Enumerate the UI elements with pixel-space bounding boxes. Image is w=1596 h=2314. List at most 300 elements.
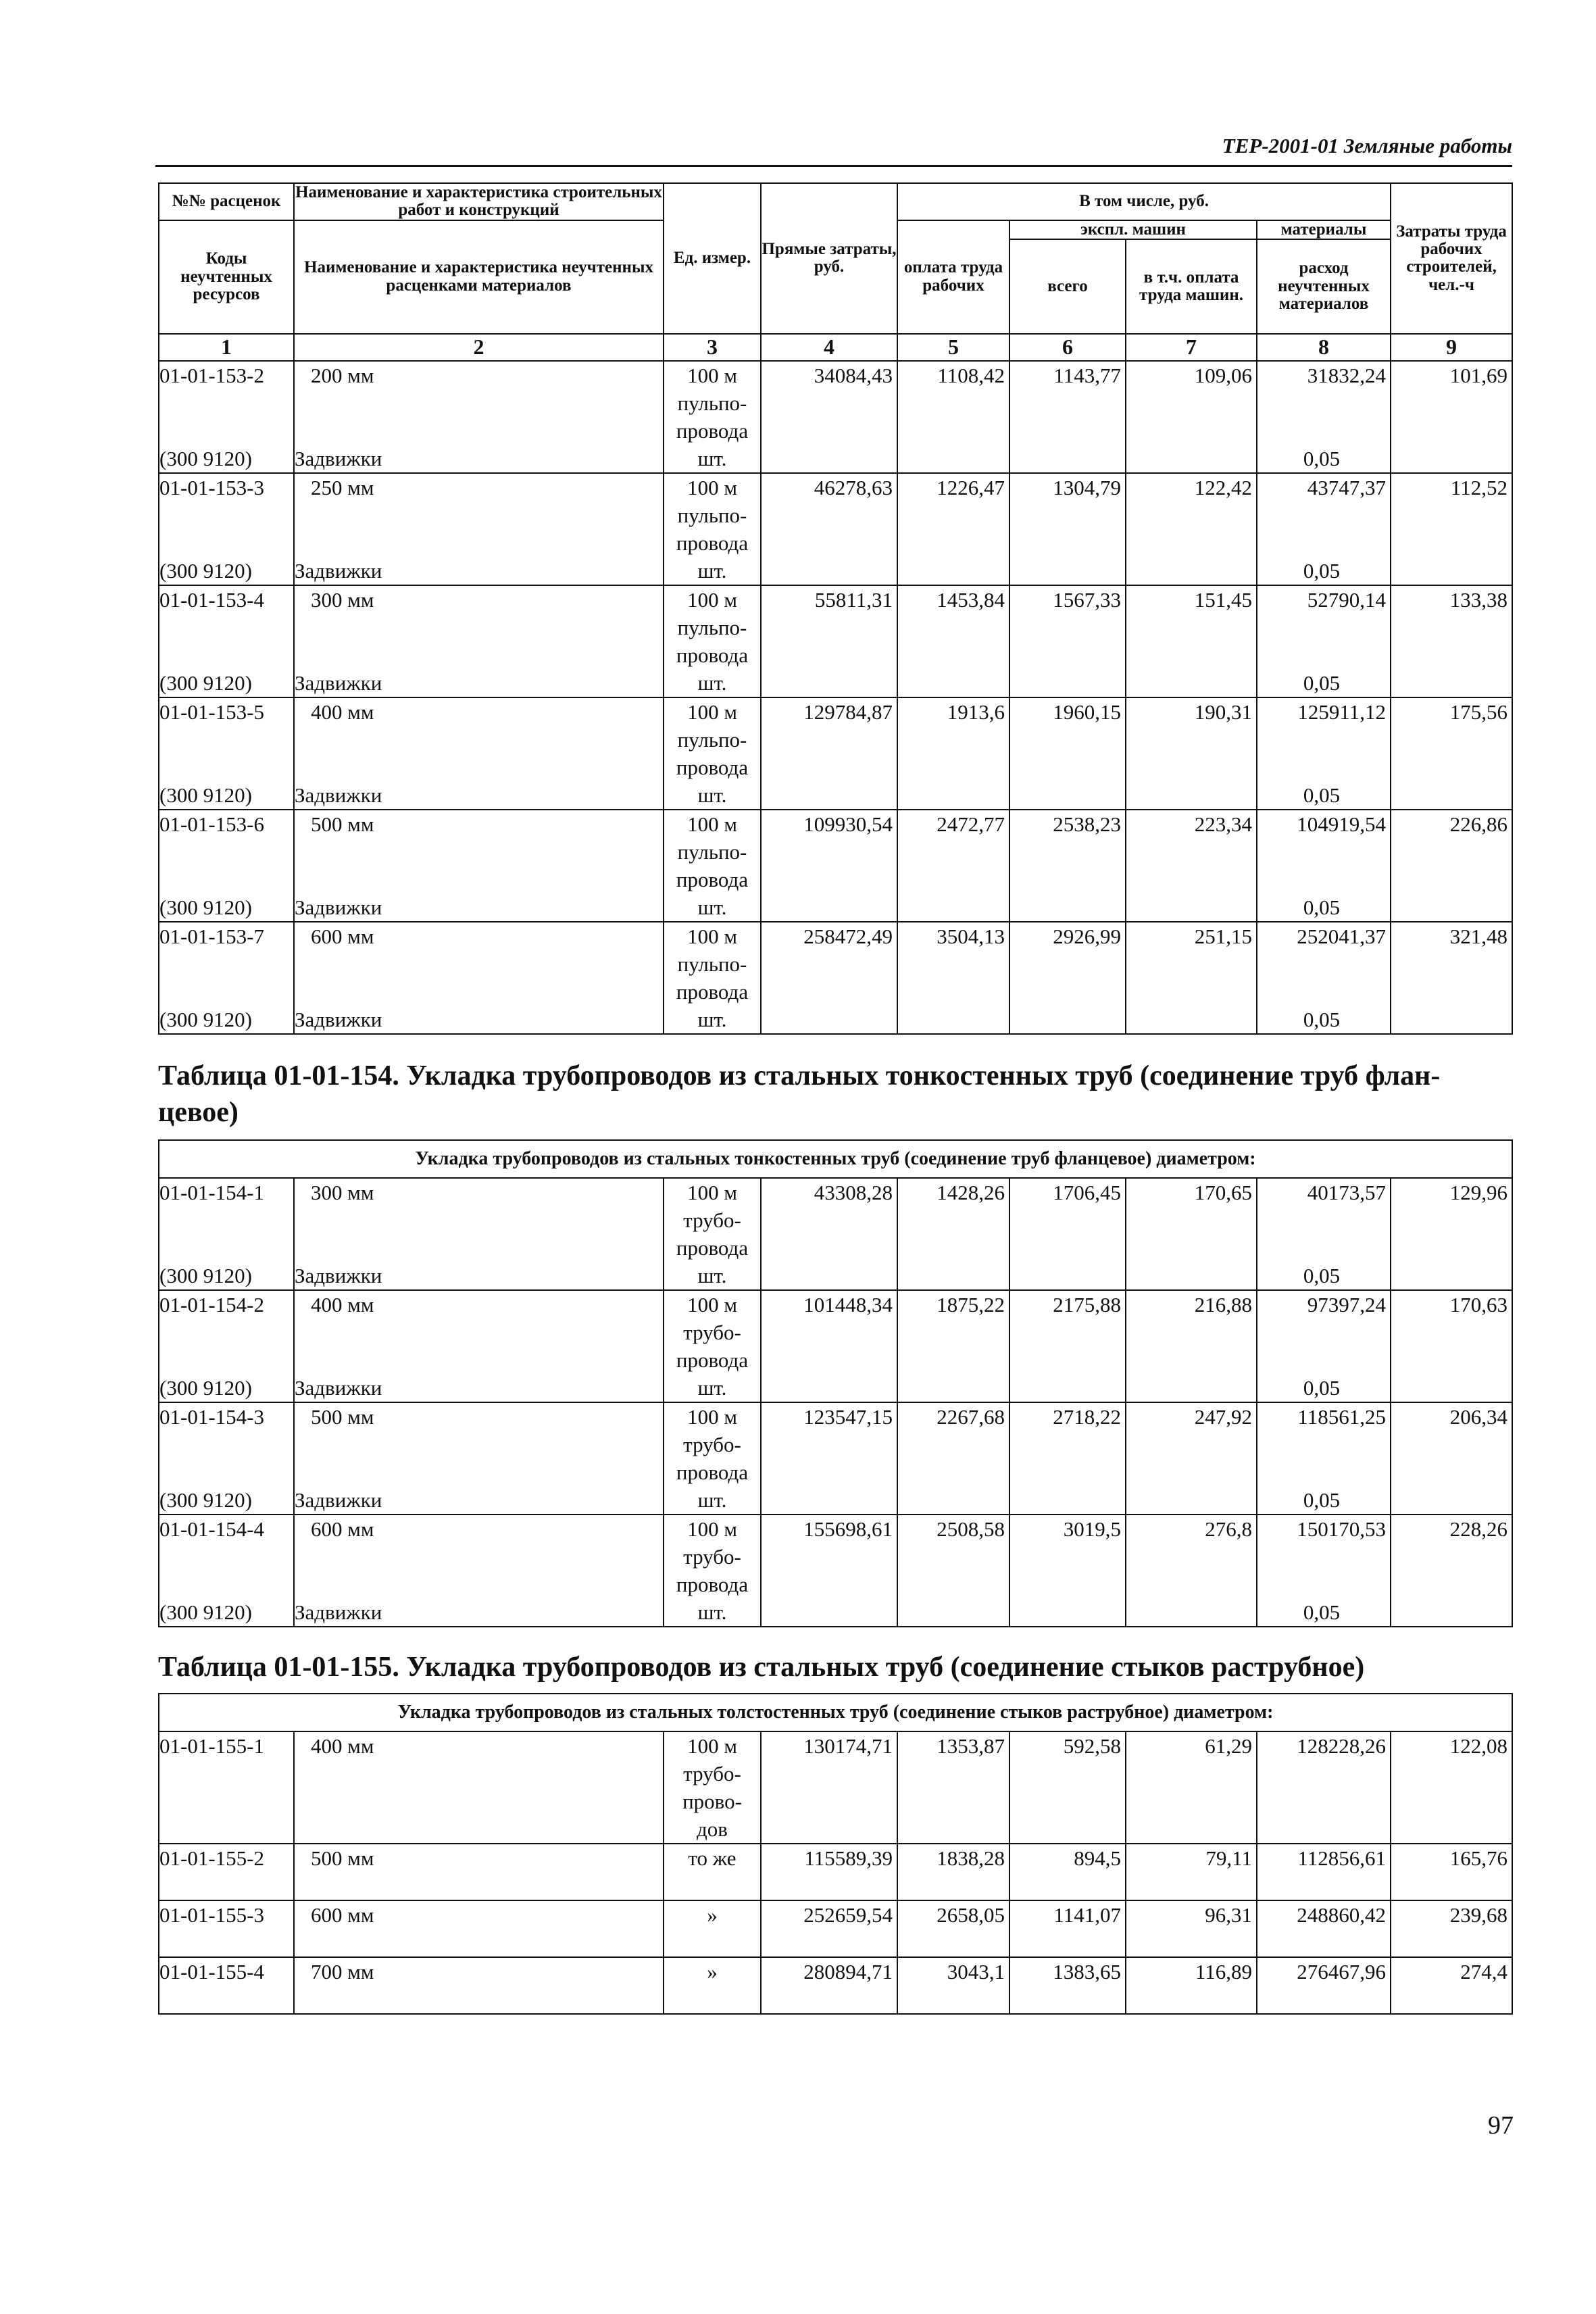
spacer — [1257, 501, 1390, 529]
col-number: 5 — [897, 334, 1009, 361]
materials: 128228,26 — [1257, 1731, 1391, 1844]
work-name: 250 мм — [311, 475, 374, 499]
direct-cost: 129784,87 — [761, 697, 897, 810]
unit-line: провода — [676, 643, 749, 667]
unit-line: провода — [676, 418, 749, 443]
unit-line: провода — [676, 979, 749, 1004]
spacer — [295, 501, 663, 529]
direct-cost: 55811,31 — [761, 585, 897, 697]
table-row — [159, 473, 1512, 585]
resource-qty: 0,05 — [1303, 1600, 1341, 1624]
wages: 2508,58 — [897, 1515, 1009, 1627]
materials: 125911,12 — [1297, 699, 1387, 724]
resource-unit: шт. — [697, 1600, 727, 1624]
work-name-cell — [294, 473, 664, 585]
table-row — [159, 697, 1512, 810]
rate-code-cell — [159, 473, 294, 585]
rate-code: 01-01-153-2 — [159, 363, 264, 387]
table-row — [159, 1731, 1512, 1844]
wages: 1353,87 — [897, 1731, 1009, 1844]
wages: 2472,77 — [897, 810, 1009, 922]
resource-unit: шт. — [697, 1264, 727, 1287]
labor: 165,76 — [1391, 1844, 1512, 1900]
unit-line: 100 м — [687, 1405, 737, 1429]
col-number: 2 — [294, 334, 664, 361]
machines-total: 1141,07 — [1009, 1900, 1126, 1957]
materials-cell — [1257, 1290, 1391, 1402]
unit-line: пульпо- — [677, 952, 747, 976]
direct-cost: 280894,71 — [761, 1957, 897, 2014]
spacer — [159, 978, 293, 1006]
machines-wages-header: в т.ч. оплата труда машин. — [1126, 239, 1257, 334]
machines-wages: 251,15 — [1126, 922, 1257, 1034]
resource-qty: 0,05 — [1303, 1264, 1341, 1287]
wages: 1913,6 — [897, 697, 1009, 810]
work-name-cell — [294, 922, 664, 1034]
spacer — [295, 866, 663, 893]
resource-unit: шт. — [697, 446, 727, 470]
wages: 1428,26 — [897, 1178, 1009, 1290]
spacer — [295, 1543, 663, 1571]
unit-line: трубо- — [683, 1208, 741, 1232]
resource-code: (300 9120) — [159, 895, 252, 919]
spacer — [295, 1458, 663, 1486]
rate-code: 01-01-153-5 — [159, 699, 264, 724]
unit-cell — [664, 585, 761, 697]
materials-header: материалы — [1257, 220, 1391, 239]
work-name-cell — [294, 1290, 664, 1402]
unit-cell: » — [664, 1957, 761, 2014]
col-number: 3 — [664, 334, 761, 361]
work-name: 200 мм — [311, 363, 374, 387]
spacer — [1257, 1234, 1390, 1262]
col1-top-header: №№ расценок — [159, 183, 294, 220]
machines-header: экспл. машин — [1009, 220, 1257, 239]
unit-line: 100 м — [687, 363, 737, 387]
labor: 239,68 — [1391, 1900, 1512, 1957]
spacer — [1257, 529, 1390, 557]
spacer — [295, 529, 663, 557]
spacer — [159, 754, 293, 781]
work-name: 500 мм — [294, 1844, 664, 1900]
unit-cell: » — [664, 1900, 761, 1957]
materials-cell — [1257, 1402, 1391, 1515]
unit-line: трубо- — [683, 1545, 741, 1569]
table-154-label: Таблица 01-01-154. — [158, 1060, 399, 1091]
spacer — [295, 614, 663, 641]
direct-cost: 43308,28 — [761, 1178, 897, 1290]
resource-name: Задвижки — [295, 895, 382, 919]
table-row — [159, 1402, 1512, 1515]
work-name: 400 мм — [294, 1731, 664, 1844]
machines-total: 592,58 — [1009, 1731, 1126, 1844]
table-155-text: Укладка трубопроводов из стальных труб (соединение стыков раструбное) — [406, 1652, 1365, 1683]
resource-unit: шт. — [697, 1488, 727, 1512]
rate-code-cell — [159, 1178, 294, 1290]
spacer — [295, 1319, 663, 1346]
spacer — [159, 726, 293, 754]
resource-name: Задвижки — [295, 783, 382, 807]
resource-code: (300 9120) — [159, 1376, 252, 1400]
resource-code: (300 9120) — [159, 670, 252, 695]
materials-cell — [1257, 922, 1391, 1034]
unit-cell — [664, 1731, 761, 1844]
rate-code-cell — [159, 1290, 294, 1402]
labor: 101,69 — [1391, 361, 1512, 473]
col1-bottom-header: Коды неучтенных ресурсов — [159, 220, 294, 334]
resource-code: (300 9120) — [159, 1488, 252, 1512]
wages: 2658,05 — [897, 1900, 1009, 1957]
table-155-label: Таблица 01-01-155. — [158, 1652, 399, 1683]
materials-cell — [1257, 1178, 1391, 1290]
table-154-subheader: Укладка трубопроводов из стальных тонкостенных труб (соединение труб фланцевое) диаметром: — [159, 1140, 1512, 1178]
work-name: 400 мм — [311, 1293, 374, 1316]
rate-code: 01-01-153-4 — [159, 587, 264, 612]
work-name: 700 мм — [294, 1957, 664, 2014]
work-name: 400 мм — [311, 699, 374, 724]
table-row — [159, 1900, 1512, 1957]
machines-total-header: всего — [1009, 239, 1126, 334]
machines-wages: 96,31 — [1126, 1900, 1257, 1957]
spacer — [295, 1234, 663, 1262]
rate-code: 01-01-154-3 — [159, 1405, 264, 1429]
unit-cell — [664, 922, 761, 1034]
running-title: ТЕР-2001-01 Земляные работы — [1222, 134, 1512, 157]
spacer — [1257, 614, 1390, 641]
unit-header: Ед. измер. — [664, 183, 761, 334]
materials: 97397,24 — [1307, 1293, 1386, 1316]
spacer — [1257, 389, 1390, 417]
materials: 118561,25 — [1297, 1405, 1386, 1429]
spacer — [159, 614, 293, 641]
unit-line: трубо- — [683, 1321, 741, 1344]
unit-cell — [664, 1515, 761, 1627]
resource-unit: шт. — [697, 783, 727, 807]
materials-cell — [1257, 697, 1391, 810]
table-01-01-153 — [158, 182, 1513, 1035]
col-number: 7 — [1126, 334, 1257, 361]
page-number: 97 — [1488, 2111, 1514, 2140]
spacer — [1257, 1458, 1390, 1486]
work-name: 300 мм — [311, 587, 374, 612]
machines-wages: 61,29 — [1126, 1731, 1257, 1844]
direct-cost: 130174,71 — [761, 1731, 897, 1844]
spacer — [295, 389, 663, 417]
unit-line: провода — [676, 867, 749, 891]
spacer — [159, 1346, 293, 1374]
resource-unit: шт. — [697, 1376, 727, 1400]
spacer — [1257, 641, 1390, 669]
spacer — [159, 389, 293, 417]
machines-total: 1143,77 — [1009, 361, 1126, 473]
col2-top-header: Наименование и характеристика строительных работ и конструкций — [294, 183, 664, 220]
rate-code-cell — [159, 697, 294, 810]
unit-line: провода — [676, 1348, 749, 1372]
table-row — [159, 1290, 1512, 1402]
table-row — [159, 1515, 1512, 1627]
labor: 226,86 — [1391, 810, 1512, 922]
direct-cost: 258472,49 — [761, 922, 897, 1034]
spacer — [295, 641, 663, 669]
spacer — [159, 641, 293, 669]
work-name-cell — [294, 361, 664, 473]
unit-line: провода — [676, 531, 749, 555]
materials-sub-header: расход неучтенных материалов — [1257, 239, 1391, 334]
rate-code: 01-01-153-7 — [159, 924, 264, 948]
spacer — [1257, 1206, 1390, 1234]
machines-wages: 190,31 — [1126, 697, 1257, 810]
spacer — [159, 1319, 293, 1346]
rate-code-cell — [159, 810, 294, 922]
machines-total: 1706,45 — [1009, 1178, 1126, 1290]
unit-line: 100 м — [687, 924, 737, 948]
work-name: 500 мм — [311, 812, 374, 836]
table-row — [159, 1178, 1512, 1290]
materials: 252041,37 — [1297, 924, 1387, 948]
direct-cost: 101448,34 — [761, 1290, 897, 1402]
labor: 129,96 — [1391, 1178, 1512, 1290]
resource-qty: 0,05 — [1303, 558, 1341, 583]
unit-line: пульпо- — [677, 615, 747, 639]
resource-qty: 0,05 — [1303, 670, 1341, 695]
unit-line: дов — [697, 1817, 728, 1841]
table-row — [159, 922, 1512, 1034]
rate-code: 01-01-154-2 — [159, 1293, 264, 1316]
resource-code: (300 9120) — [159, 446, 252, 470]
table-row — [159, 361, 1512, 473]
rate-code: 01-01-153-6 — [159, 812, 264, 836]
unit-line: 100 м — [687, 587, 737, 612]
table-row — [159, 810, 1512, 922]
col2-bottom-header: Наименование и характеристика неучтенных расценками материалов — [294, 220, 664, 334]
spacer — [295, 1431, 663, 1458]
unit-cell — [664, 810, 761, 922]
machines-total: 2538,23 — [1009, 810, 1126, 922]
unit-line: пульпо- — [677, 503, 747, 527]
resource-unit: шт. — [697, 670, 727, 695]
resource-qty: 0,05 — [1303, 783, 1341, 807]
machines-wages: 170,65 — [1126, 1178, 1257, 1290]
col-number: 9 — [1391, 334, 1512, 361]
labor: 321,48 — [1391, 922, 1512, 1034]
unit-line: 100 м — [687, 699, 737, 724]
wages: 1838,28 — [897, 1844, 1009, 1900]
spacer — [1257, 1319, 1390, 1346]
direct-cost: 115589,39 — [761, 1844, 897, 1900]
spacer — [1257, 978, 1390, 1006]
wages: 1108,42 — [897, 361, 1009, 473]
wages: 1226,47 — [897, 473, 1009, 585]
spacer — [295, 417, 663, 445]
unit-line: 100 м — [687, 475, 737, 499]
materials-cell — [1257, 361, 1391, 473]
machines-total: 2175,88 — [1009, 1290, 1126, 1402]
work-name-cell — [294, 697, 664, 810]
resource-name: Задвижки — [295, 1007, 382, 1031]
unit-line: 100 м — [687, 1734, 737, 1758]
resource-code: (300 9120) — [159, 1007, 252, 1031]
materials: 104919,54 — [1297, 812, 1387, 836]
rate-code: 01-01-154-4 — [159, 1517, 264, 1541]
unit-line: 100 м — [687, 1181, 737, 1204]
materials-cell — [1257, 810, 1391, 922]
spacer — [295, 754, 663, 781]
resource-unit: шт. — [697, 1007, 727, 1031]
column-numbers-row — [159, 334, 1512, 361]
spacer — [295, 1206, 663, 1234]
materials-cell — [1257, 585, 1391, 697]
spacer — [295, 838, 663, 866]
col-number: 8 — [1257, 334, 1391, 361]
rate-code: 01-01-155-3 — [159, 1900, 294, 1957]
wages: 3043,1 — [897, 1957, 1009, 2014]
wages: 1453,84 — [897, 585, 1009, 697]
labor: 122,08 — [1391, 1731, 1512, 1844]
spacer — [1257, 1431, 1390, 1458]
spacer — [159, 1234, 293, 1262]
machines-total: 2718,22 — [1009, 1402, 1126, 1515]
direct-cost: 46278,63 — [761, 473, 897, 585]
spacer — [159, 501, 293, 529]
spacer — [1257, 726, 1390, 754]
unit-line: пульпо- — [677, 727, 747, 752]
spacer — [1257, 1346, 1390, 1374]
rate-code-cell — [159, 585, 294, 697]
machines-total: 1960,15 — [1009, 697, 1126, 810]
machines-wages: 79,11 — [1126, 1844, 1257, 1900]
machines-total: 1383,65 — [1009, 1957, 1126, 2014]
spacer — [159, 866, 293, 893]
work-name: 600 мм — [311, 924, 374, 948]
machines-total: 894,5 — [1009, 1844, 1126, 1900]
direct-cost: 34084,43 — [761, 361, 897, 473]
work-name: 500 мм — [311, 1405, 374, 1429]
unit-line: провода — [676, 1236, 749, 1260]
unit-line: пульпо- — [677, 839, 747, 864]
materials: 31832,24 — [1307, 363, 1387, 387]
rate-code: 01-01-154-1 — [159, 1181, 264, 1204]
unit-line: пульпо- — [677, 391, 747, 415]
resource-name: Задвижки — [295, 1376, 382, 1400]
spacer — [295, 1571, 663, 1598]
table-row — [159, 1957, 1512, 2014]
materials-cell — [1257, 473, 1391, 585]
spacer — [159, 1571, 293, 1598]
col-number: 6 — [1009, 334, 1126, 361]
unit-cell — [664, 1402, 761, 1515]
resource-name: Задвижки — [295, 1600, 382, 1624]
spacer — [295, 1346, 663, 1374]
direct-cost: 252659,54 — [761, 1900, 897, 1957]
rate-code: 01-01-153-3 — [159, 475, 264, 499]
machines-wages: 116,89 — [1126, 1957, 1257, 2014]
wages-header: оплата труда рабочих — [897, 220, 1009, 334]
rate-code-cell — [159, 1402, 294, 1515]
labor: 274,4 — [1391, 1957, 1512, 2014]
spacer — [159, 1206, 293, 1234]
header-rule — [155, 165, 1512, 167]
direct-cost: 123547,15 — [761, 1402, 897, 1515]
table-154-text: Укладка трубопроводов из стальных тонкостенных труб (соединение труб флан-цевое) — [158, 1060, 1441, 1128]
unit-line: 100 м — [687, 1293, 737, 1316]
including-header: В том числе, руб. — [897, 183, 1391, 220]
direct-cost: 155698,61 — [761, 1515, 897, 1627]
wages: 1875,22 — [897, 1290, 1009, 1402]
rate-code: 01-01-155-1 — [159, 1731, 294, 1844]
spacer — [295, 726, 663, 754]
resource-code: (300 9120) — [159, 1600, 252, 1624]
materials: 276467,96 — [1257, 1957, 1391, 2014]
rate-code: 01-01-155-2 — [159, 1844, 294, 1900]
unit-cell — [664, 1290, 761, 1402]
work-name: 300 мм — [311, 1181, 374, 1204]
machines-wages: 247,92 — [1126, 1402, 1257, 1515]
rate-code: 01-01-155-4 — [159, 1957, 294, 2014]
unit-cell — [664, 697, 761, 810]
labor: 170,63 — [1391, 1290, 1512, 1402]
resource-code: (300 9120) — [159, 558, 252, 583]
col-number: 1 — [159, 334, 294, 361]
unit-cell — [664, 361, 761, 473]
spacer — [159, 1543, 293, 1571]
materials: 112856,61 — [1257, 1844, 1391, 1900]
work-name: 600 мм — [311, 1517, 374, 1541]
spacer — [295, 950, 663, 978]
labor: 175,56 — [1391, 697, 1512, 810]
machines-total: 2926,99 — [1009, 922, 1126, 1034]
unit-line: трубо- — [683, 1433, 741, 1456]
direct-cost: 109930,54 — [761, 810, 897, 922]
machines-wages: 223,34 — [1126, 810, 1257, 922]
unit-line: 100 м — [687, 1517, 737, 1541]
labor: 112,52 — [1391, 473, 1512, 585]
labor: 206,34 — [1391, 1402, 1512, 1515]
spacer — [1257, 1543, 1390, 1571]
resource-name: Задвижки — [295, 1264, 382, 1287]
labor: 228,26 — [1391, 1515, 1512, 1627]
materials: 248860,42 — [1257, 1900, 1391, 1957]
materials-cell — [1257, 1515, 1391, 1627]
table-155-title — [158, 1649, 1516, 1685]
spacer — [295, 978, 663, 1006]
unit-line: трубо- — [683, 1762, 741, 1786]
unit-cell — [664, 1178, 761, 1290]
materials: 52790,14 — [1307, 587, 1387, 612]
resource-name: Задвижки — [295, 1488, 382, 1512]
rate-code-cell — [159, 922, 294, 1034]
unit-line: прово- — [682, 1790, 742, 1813]
table-row — [159, 585, 1512, 697]
work-name: 600 мм — [294, 1900, 664, 1957]
machines-wages: 151,45 — [1126, 585, 1257, 697]
resource-qty: 0,05 — [1303, 446, 1341, 470]
machines-wages: 216,88 — [1126, 1290, 1257, 1402]
resource-qty: 0,05 — [1303, 895, 1341, 919]
table-01-01-155 — [158, 1693, 1513, 2015]
table-row — [159, 1844, 1512, 1900]
materials: 43747,37 — [1307, 475, 1387, 499]
wages: 2267,68 — [897, 1402, 1009, 1515]
spacer — [1257, 417, 1390, 445]
direct-cost-header: Прямые затраты, руб. — [761, 183, 897, 334]
unit-cell: то же — [664, 1844, 761, 1900]
unit-cell — [664, 473, 761, 585]
spacer — [1257, 950, 1390, 978]
unit-line: 100 м — [687, 812, 737, 836]
rate-code-cell — [159, 1515, 294, 1627]
spacer — [1257, 866, 1390, 893]
resource-name: Задвижки — [295, 446, 382, 470]
